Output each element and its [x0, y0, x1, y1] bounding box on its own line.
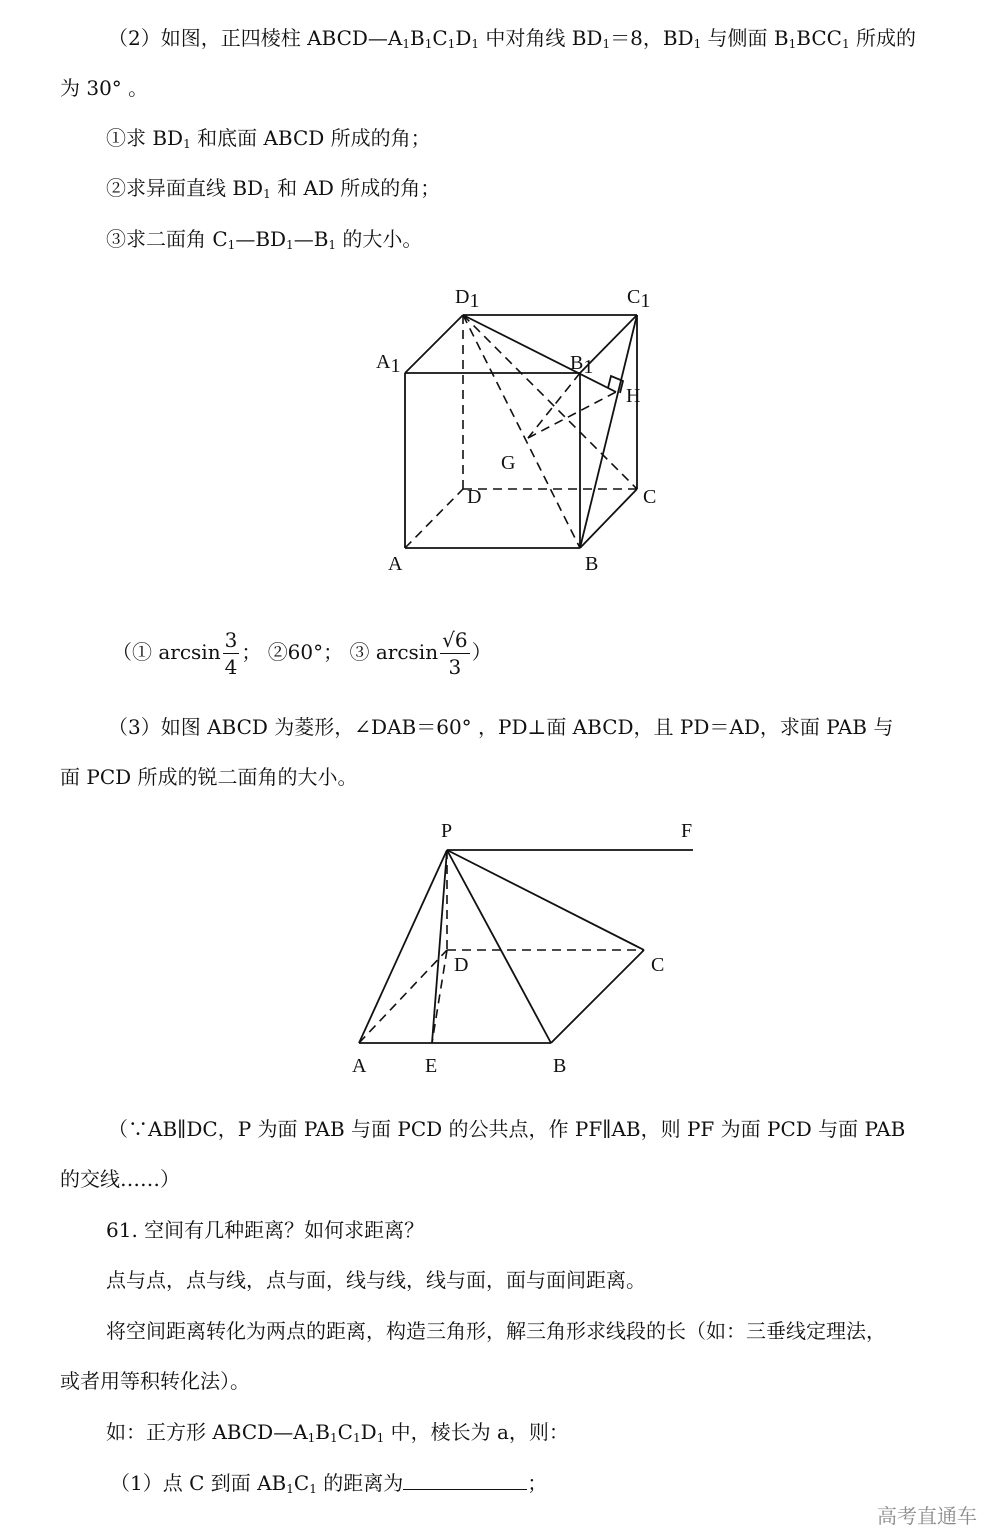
problem3-line2: 面 PCD 所成的锐二面角的大小。: [60, 765, 358, 789]
label-B: B: [553, 1055, 567, 1077]
problem3-line1: （3）如图 ABCD 为菱形，∠DAB＝60° ，PD⊥面 ABCD，且 PD＝AD，求面 PAB 与: [108, 715, 894, 739]
label-E: E: [425, 1055, 438, 1077]
problem2-question1: ①求 $BD_1$ 和底面 ABCD 所成的角；: [106, 126, 431, 151]
label-P: P: [441, 820, 453, 842]
label-H: H: [626, 385, 641, 407]
problem2-line2: 为 30° 。: [60, 76, 149, 100]
section61-example: 如：正方形 $ABCD—A_1B_1C_1D_1$ 中，棱长为 a，则：: [106, 1420, 569, 1445]
label-D1: D1: [455, 286, 480, 312]
problem3-hint-line2: 的交线……）: [60, 1167, 180, 1191]
problem2-question2: ②求异面直线 $BD_1$ 和 AD 所成的角；: [106, 176, 441, 201]
fraction-3-4: $\frac{3}{4}$: [224, 628, 238, 679]
section61-distance-types: 点与点，点与线，点与面，线与线，线与面，面与面间距离。: [106, 1268, 646, 1292]
section61-title: 61. 空间有几种距离？如何求距离？: [106, 1218, 425, 1242]
problem2-line1: （2）如图，正四棱柱 $ABCD—A_1B_1C_1D_1$ 中对角线 $BD_1=8$，$BD_1$ 与侧面 $B_1BCC_1$ 所成的: [108, 26, 916, 51]
watermark: 高考直通车: [877, 1504, 977, 1528]
label-A1: A1: [376, 351, 401, 377]
label-D: D: [467, 486, 482, 508]
answer-blank: [403, 1469, 527, 1490]
label-B1: B1: [570, 352, 594, 378]
label-C: C: [643, 486, 657, 508]
label-C1: C1: [627, 286, 651, 312]
label-A: A: [352, 1055, 367, 1077]
problem2-question3: ③求二面角 $C_1—BD_1—B_1$ 的大小。: [106, 227, 423, 252]
problem3-hint-line1: （∵AB∥DC，P 为面 PAB 与面 PCD 的公共点，作 PF∥AB，则 PF 为面 PCD 与面 PAB: [108, 1117, 906, 1141]
problem2-answer: （① arcsin $\frac{3}{4}$ ； ②60°； ③ arcsin $\frac{√6}{3}$ ）: [112, 628, 492, 679]
label-D: D: [454, 954, 469, 976]
fraction-sqrt6-3: $\frac{√6}{3}$: [442, 628, 468, 679]
section61-question1: （1）点 C 到面 $AB_1C_1$ 的距离为 ；: [110, 1471, 548, 1496]
section61-method-line2: 或者用等积转化法）。: [60, 1369, 250, 1393]
label-A: A: [388, 553, 403, 575]
label-F: F: [681, 820, 693, 842]
label-G: G: [501, 452, 516, 474]
section61-method-line1: 将空间距离转化为两点的距离，构造三角形，解三角形求线段的长（如：三垂线定理法，: [106, 1319, 886, 1343]
label-B: B: [585, 553, 599, 575]
label-C: C: [651, 954, 665, 976]
